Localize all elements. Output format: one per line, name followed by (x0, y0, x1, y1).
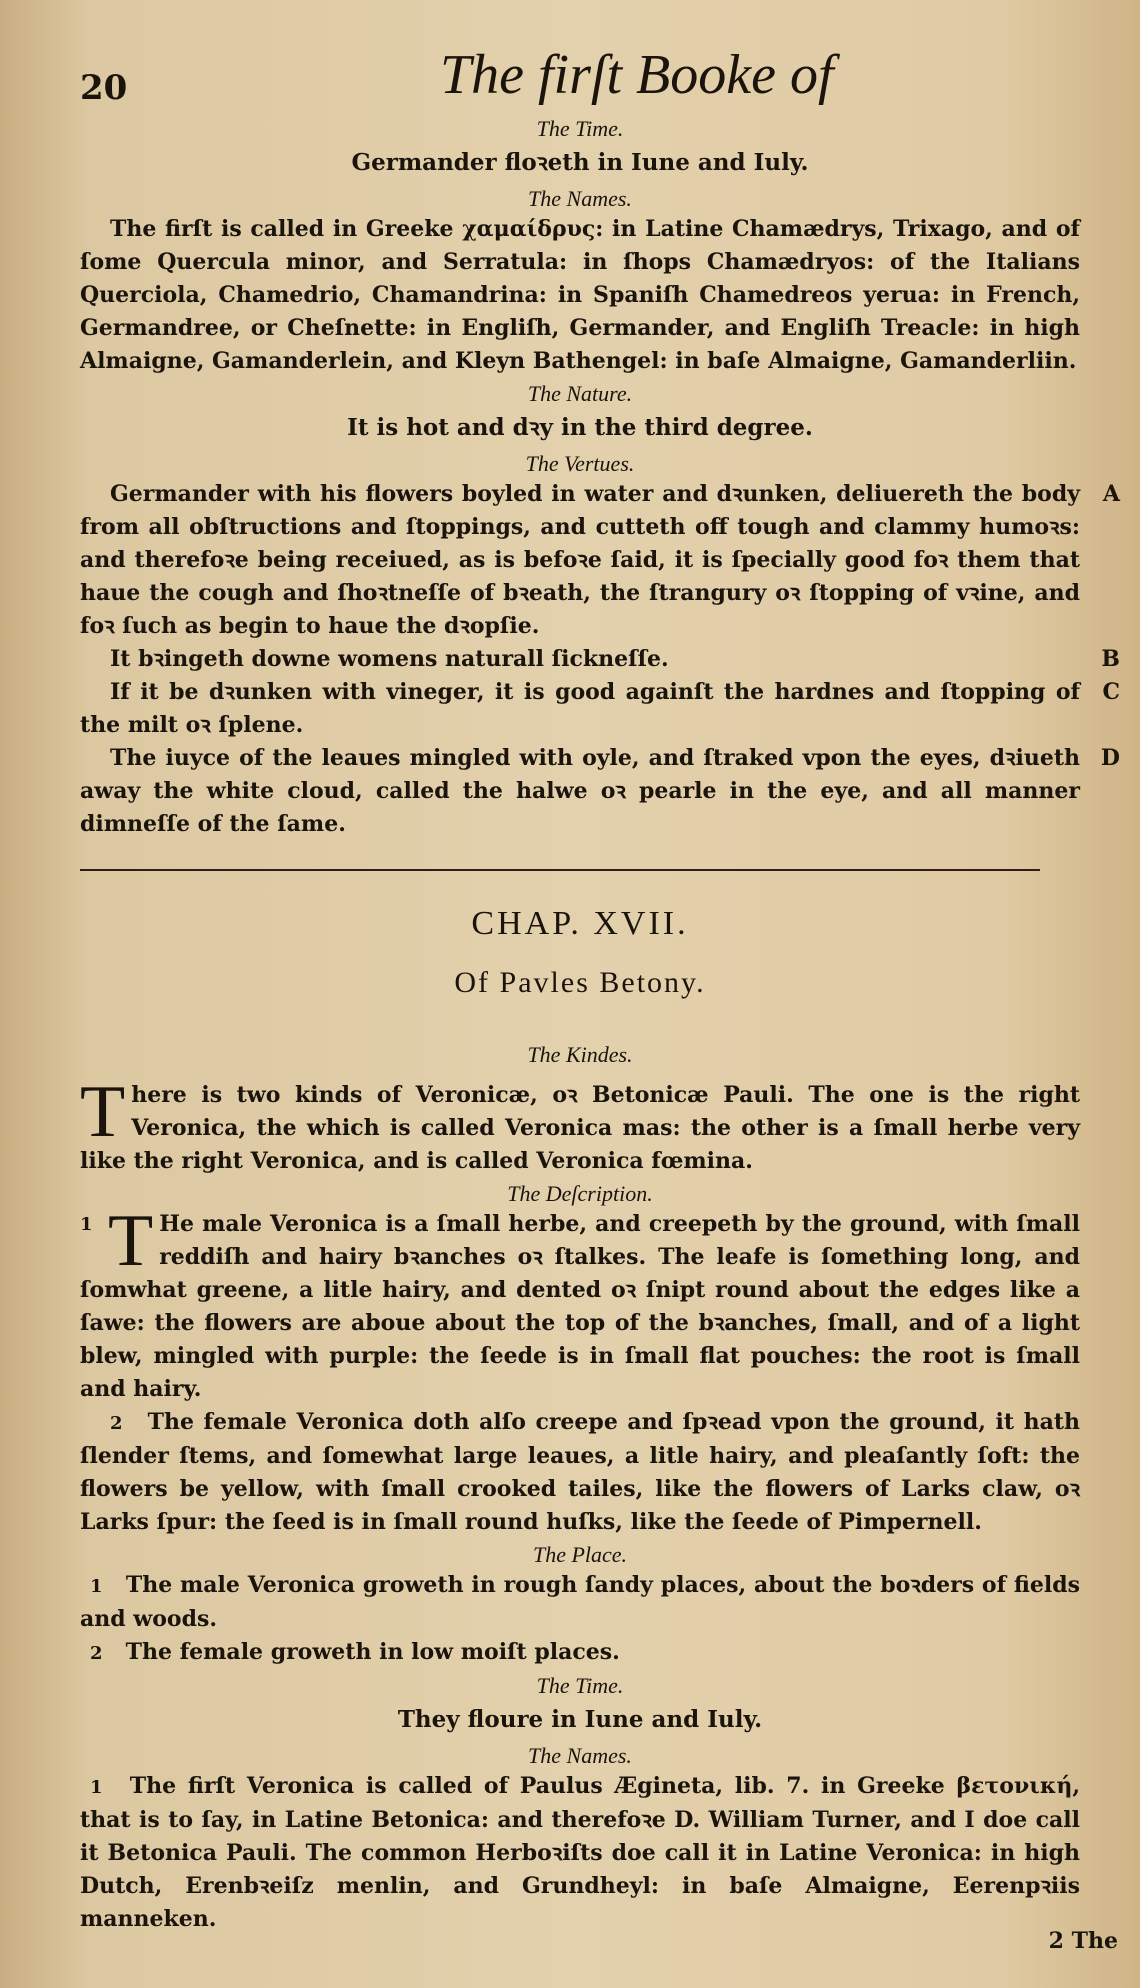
item-number: 1 (80, 1214, 93, 1235)
place-paragraph (80, 1636, 1080, 1670)
vertue-text: The iuyce of the leaues mingled with oyle, and ſtraked vpon the eyes, dꝛiueth away the white cloud, called the halwe oꝛ pearle in the eye, and all manner dimneſſe of the ſame. (80, 745, 1080, 837)
page-content (80, 40, 1120, 1938)
vertue-paragraph (80, 676, 1120, 742)
time-heading: The Time. (536, 116, 624, 141)
place-section (80, 1541, 1080, 1670)
names-heading: The Names. (528, 1743, 632, 1768)
vertues-heading: The Vertues. (525, 451, 635, 476)
names-text: The firſt Veronica is called of Paulus Ægineta, lib. 7. in Greeke βετονική, that is to ſay, in Latine Betonica: and therefoꝛe D. William Turner, and I doe call it Betonica Pauli. The common Herboꝛiſts doe call it in Latine Veronica: in high Dutch, Erenbꝛeiſz menlin, and Grundheyl: in baſe Almaigne, Eerenpꝛiis manneken. (80, 1773, 1080, 1932)
nature-section (80, 380, 1080, 444)
kindes-text: here is two kinds of Veronicæ, oꝛ Betonicæ Pauli. The one is the right Veronica, the which is called Veronica mas: the other is a ſmall herbe very like the right Veronica, and is called Veronica fœmina. (80, 1082, 1080, 1174)
item-number: 1 (90, 1576, 103, 1597)
names-section (80, 185, 1080, 378)
item-number: 1 (90, 1777, 103, 1798)
item-number: 2 (110, 1413, 123, 1434)
description-section (80, 1180, 1080, 1539)
chapter-number: CHAP. XVII. (471, 905, 689, 942)
place-paragraph (80, 1569, 1080, 1636)
time-text: Germander floꝛeth in Iune and Iuly. (351, 149, 809, 176)
vertue-paragraph (80, 643, 1120, 676)
vertue-text: If it be dꝛunken with vineger, it is good againſt the hardnes and ſtopping of the milt oꝛ ſplene. (80, 679, 1080, 738)
chapter-time-section (80, 1672, 1080, 1736)
item-number: 2 (90, 1643, 103, 1664)
section-divider (80, 869, 1040, 871)
nature-heading: The Nature. (527, 381, 633, 406)
margin-letter: C (1102, 679, 1120, 705)
chapter-title: Of Pavles Betony. (454, 966, 706, 999)
names-heading: The Names. (528, 186, 632, 211)
kindes-section (80, 1041, 1080, 1178)
kindes-heading: The Kindes. (527, 1042, 633, 1067)
margin-letter: B (1101, 646, 1120, 672)
time-heading: The Time. (536, 1673, 624, 1698)
description-text: He male Veronica is a ſmall herbe, and creepeth by the ground, with ſmall reddiſh and hairy bꝛanches oꝛ ſtalkes. The leafe is ſomething long, and ſomwhat greene, a litle hairy, and dented oꝛ ſnipt round about the edges like a ſawe: the flowers are aboue about the top of the bꝛanches, ſmall, and of a light blew, mingled with purple: the ſeede is in ſmall flat pouches: the root is ſmall and hairy. (80, 1211, 1080, 1402)
nature-text: It is hot and dꝛy in the third degree. (347, 414, 813, 441)
vertue-text: It bꝛingeth downe womens naturall ſickneſſe. (110, 646, 669, 672)
place-heading: The Place. (532, 1542, 628, 1567)
description-heading: The Deſcription. (507, 1181, 653, 1206)
description-paragraph (80, 1200, 1080, 1406)
time-section (80, 115, 1080, 179)
vertue-paragraph (80, 742, 1120, 841)
vertue-paragraph (80, 478, 1120, 643)
kindes-paragraph (80, 1071, 1080, 1178)
place-text: The male Veronica groweth in rough ſandy places, about the boꝛders of fields and woods. (80, 1572, 1080, 1632)
margin-letter: D (1100, 745, 1120, 771)
drop-cap: T (108, 1200, 154, 1282)
vertues-section (80, 450, 1120, 841)
catchword: 2 The (1048, 1928, 1118, 1954)
description-text: The female Veronica doth alſo creepe and ſpꝛead vpon the ground, it hath ſlender ſtems, and ſomewhat large leaues, a litle hairy, and pleaſantly ſoft: the flowers be yellow, with ſmall crooked tailes, like the flowers of Larks claw, oꝛ Larks ſpur: the ſeed is in ſmall round huſks, like the ſeede of Pimpernell. (80, 1409, 1080, 1535)
margin-letter: A (1102, 481, 1120, 507)
drop-cap: T (80, 1071, 126, 1153)
chapter-names-section (80, 1742, 1080, 1936)
time-text: They floure in Iune and Iuly. (397, 1706, 763, 1733)
vertue-text: Germander with his flowers boyled in water and dꝛunken, deliuereth the body from all obſtructions and ſtoppings, and cutteth off tough and clammy humoꝛs: and therefoꝛe being receiued, as is befoꝛe ſaid, it is ſpecially good foꝛ them that haue the cough and ſhoꝛtneſſe of bꝛeath, the ſtrangury oꝛ ſtopping of vꝛine, and foꝛ ſuch as begin to haue the dꝛopſie. (80, 481, 1080, 639)
place-text: The female groweth in low moiſt places. (125, 1639, 620, 1665)
names-paragraph (80, 1770, 1080, 1936)
running-head: The firſt Booke of (440, 44, 834, 106)
page-number: 20 (80, 68, 128, 108)
description-paragraph (80, 1406, 1080, 1539)
page-header (80, 40, 1080, 115)
names-text: The firſt is called in Greeke χαμαίδρυς: in Latine Chamædrys, Trixago, and of ſome Quercula minor, and Serratula: in ſhops Chamædryos: of the Italians Querciola, Chamedrio, Chamandrina: in Spaniſh Chamedreos yerua: in French, Germandree, or Cheſnette: in Engliſh, Germander, and Engliſh Treacle: in high Almaigne, Gamanderlein, and Kleyn Bathengel: in baſe Almaigne, Gamanderliin. (80, 216, 1080, 374)
